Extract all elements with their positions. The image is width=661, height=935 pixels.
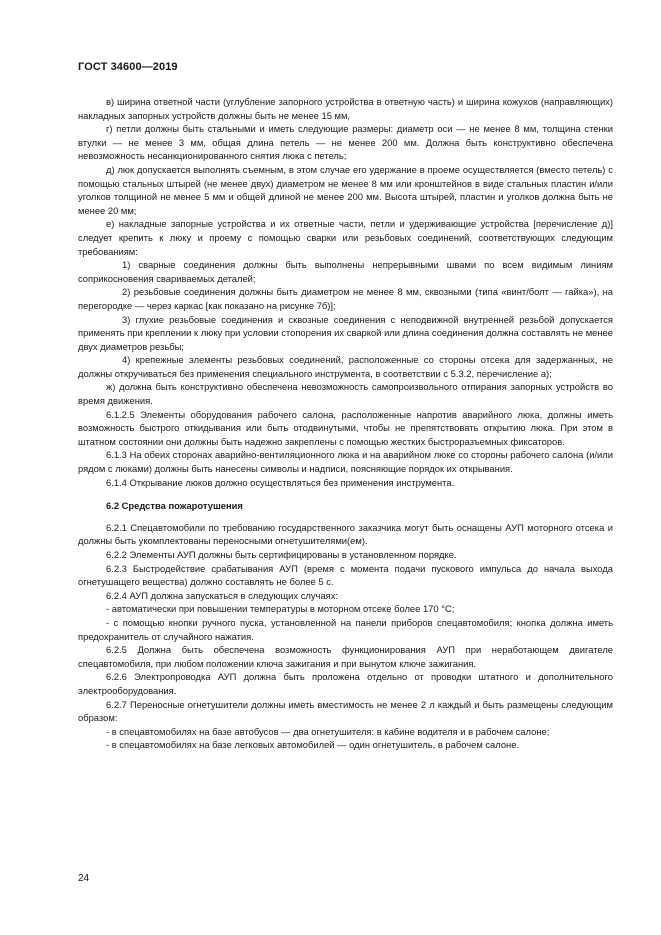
paragraph: 3) глухие резьбовые соединения и сквозные соединения с неподвижной внутренней резьбой допускается применять при креплении к люку при условии стопорения их сваркой или длина соединения должна составлять не менее двух диаметров резьбы;: [78, 313, 613, 352]
paragraph: 6.1.3 На обеих сторонах аварийно-вентиляционного люка и на аварийном люке со стороны рабочего салона (и/или рядом с люками) должны быть нанесены символы и надписи, поясняющие порядок их открывания.: [78, 449, 613, 475]
paragraph: - автоматически при повышении температуры в моторном отсеке более 170 °С;: [106, 603, 455, 615]
paragraph: 6.1.4 Открывание люков должно осуществляться без применения инструмента.: [106, 476, 455, 488]
paragraph: 4) крепежные элементы резьбовых соединений, расположенные со стороны отсека для задержанных, не должны откручиваться без применения специального инструмента, в соответствии с 5.3.2, перечисление а);: [78, 354, 613, 379]
paragraph: д) люк допускается выполнять съемным, в этом случае его удержание в проеме осуществляется (вместо петель) с помощью стальных штырей (не менее двух) диаметром не менее 8 мм или кронштейнов в виде стальных пластин и/или уголков толщиной не менее 5 мм и общей длиной не менее 200 мм. Высота штырей, пластин и уголков должна быть не менее 20 мм;: [78, 163, 613, 216]
paragraph: - с помощью кнопки ручного пуска, установленной на панели приборов спецавтомобиля; кнопка должна иметь предохранитель от случайного нажатия.: [78, 616, 613, 642]
paragraph: 6.2.7 Переносные огнетушители должны иметь вместимость не менее 2 л каждый и быть размещены следующим образом:: [78, 698, 613, 724]
paragraph: 6.2.5 Должна быть обеспечена возможность функционирования АУП при неработающем двигателе спецавтомобиля, при любом положении ключа зажигания и при вынутом ключе зажигания.: [78, 644, 613, 669]
fire-suppression-block: [78, 521, 613, 752]
paragraph: - в спецавтомобилях на базе автобусов — два огнетушителя: в кабине водителя и в рабочем салоне;: [106, 725, 550, 737]
paragraph: 1) сварные соединения должны быть выполнены непрерывными швами по всем видимым линиям соприкосновения свариваемых деталей;: [78, 259, 613, 284]
paragraph: 6.2.4 АУП должна запускаться в следующих случаях:: [106, 589, 339, 601]
paragraph: е) накладные запорные устройства и их ответные части, петли и удерживающие устройства [перечисление д)] следует крепить к люку и проему с помощью сварки или резьбовых соединений, соответствующих следующим требованиям:: [78, 218, 613, 257]
paragraph: 6.1.2.5 Элементы оборудования рабочего салона, расположенные напротив аварийного люка, должны иметь возможность быстрого откидывания или быть отодвинутыми, чтобы не препятствовать открытию люка. При этом в штатном состоянии они должны быть надежно закреплены с помощью жестких быстроразъемных фиксаторов.: [78, 408, 613, 447]
paragraph: ж) должна быть конструктивно обеспечена невозможность самопроизвольного отпирания запорных устройств во время движения.: [78, 381, 613, 407]
paragraph: 6.2.6 Электропроводка АУП должна быть проложена отдельно от проводки штатного и дополнительного электрооборудования.: [78, 671, 613, 696]
page-number: 24: [78, 873, 90, 884]
paragraph: 2) резьбовые соединения должны быть диаметром не менее 8 мм, сквозными (типа «винт/болт — гайка»), на перегородке — через каркас [как показано на рисунке 7б)];: [78, 286, 613, 311]
paragraph: 6.2.1 Спецавтомобили по требованию государственного заказчика могут быть оснащены АУП моторного отсека и должны быть укомплектованы переносными огнетушителями(ем).: [78, 521, 613, 547]
paragraph: 6.2.3 Быстродействие срабатывания АУП (время с момента подачи пускового импульса до начала выхода огнетушащего вещества) должно составлять не более 5 с.: [78, 562, 613, 588]
paragraph: - в спецавтомобилях на базе легковых автомобилей — один огнетушитель, в рабочем салоне.: [106, 739, 520, 751]
document-body: [78, 95, 613, 752]
section-title: 6.2 Средства пожаротушения: [106, 500, 243, 512]
paragraph: 6.2.2 Элементы АУП должны быть сертифицированы в установленном порядке.: [106, 549, 457, 560]
paragraph: в) ширина ответной части (углубление запорного устройства в ответную часть) и ширина кожухов (направляющих) накладных запорных устройств должны быть не менее 15 мм,: [78, 96, 613, 121]
document-header: ГОСТ 34600—2019: [78, 61, 178, 73]
requirements-block: [78, 95, 613, 489]
paragraph: г) петли должны быть стальными и иметь следующие размеры: диаметр оси — не менее 8 мм, толщина стенки втулки — не менее 3 мм, общая длина петель — не менее 200 мм. Должна быть конструктивно обеспечена невозможность несанкционированного снятия люка с петель;: [78, 123, 613, 162]
